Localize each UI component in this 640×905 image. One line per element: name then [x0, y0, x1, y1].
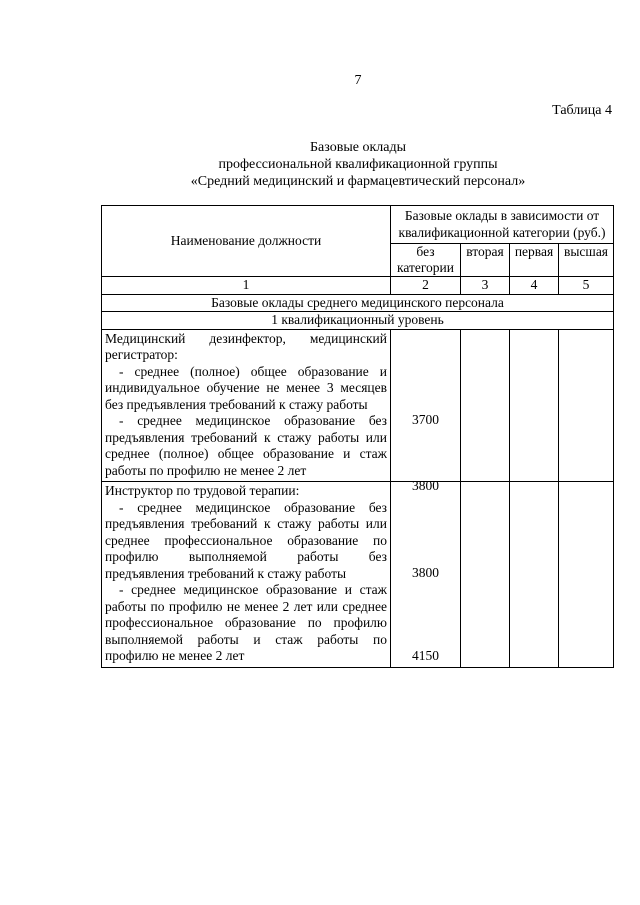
position-condition: - среднее (полное) общее образование и индивидуальное обучение не менее 3 месяцев без предъявления требований к стажу работы: [105, 363, 387, 412]
salary-cell-first: [510, 329, 559, 482]
salary-cell-no-category: [391, 329, 461, 493]
salary-cell-second: [461, 329, 510, 482]
column-number: 5: [559, 277, 614, 295]
salary-cell-first: [510, 482, 559, 668]
header-category-none: без категории: [391, 244, 461, 277]
salary-value: 4150: [412, 648, 439, 663]
position-cell: [102, 329, 391, 482]
salary-cell-second: [461, 482, 510, 668]
header-position-name: Наименование должности: [102, 206, 391, 277]
header-category-first: первая: [510, 244, 559, 277]
salary-cell-highest: [559, 329, 614, 482]
column-number: 1: [102, 277, 391, 295]
position-condition: - среднее медицинское образование без предъявления требований к стажу работы или среднее (полное) общее образование и стаж работы по профилю не менее 2 лет: [105, 413, 387, 478]
salary-table: [101, 205, 614, 668]
position-condition: - среднее медицинское образование без предъявления требований к стажу работы или среднее профессиональное образование по профилю выполняемой работы без предъявления требований к стажу работы: [105, 499, 387, 581]
position-title: Инструктор по трудовой терапии:: [105, 483, 300, 498]
header-category-highest: высшая: [559, 244, 614, 277]
header-base-salary: Базовые оклады в зависимости от квалификационной категории (руб.): [391, 206, 614, 244]
table-title: [0, 139, 640, 190]
section-row: [102, 294, 614, 312]
salary-cell-highest: [559, 482, 614, 668]
header-category-second: вторая: [461, 244, 510, 277]
column-number: 2: [391, 277, 461, 295]
level-title: 1 квалификационный уровень: [102, 312, 614, 330]
section-title: Базовые оклады среднего медицинского персонала: [102, 294, 614, 312]
table-row: [102, 482, 614, 668]
column-numbers-row: [102, 277, 614, 295]
salary-value: 3700: [412, 411, 439, 427]
salary-cell-no-category: [391, 482, 461, 668]
position-condition: - среднее медицинское образование и стаж работы по профилю не менее 2 лет или среднее профессиональное образование по профилю выполняемой работы и стаж работы по профилю не менее 2 лет: [105, 582, 387, 663]
column-number: 4: [510, 277, 559, 295]
table-label: Таблица 4: [552, 103, 612, 118]
table-row: [102, 329, 614, 482]
column-number: 3: [461, 277, 510, 295]
title-line-3: «Средний медицинский и фармацевтический персонал»: [190, 174, 526, 189]
salary-value: 3800: [412, 477, 439, 493]
salary-value: 3800: [412, 565, 439, 580]
title-line-2: профессиональной квалификационной группы: [218, 157, 498, 172]
title-line-1: Базовые оклады: [310, 140, 406, 155]
position-cell: [102, 482, 391, 668]
position-title: Медицинский дезинфектор, медицинский регистратор:: [105, 330, 387, 362]
page-number: 7: [354, 73, 362, 88]
header-row: [102, 206, 614, 244]
level-row: [102, 312, 614, 330]
